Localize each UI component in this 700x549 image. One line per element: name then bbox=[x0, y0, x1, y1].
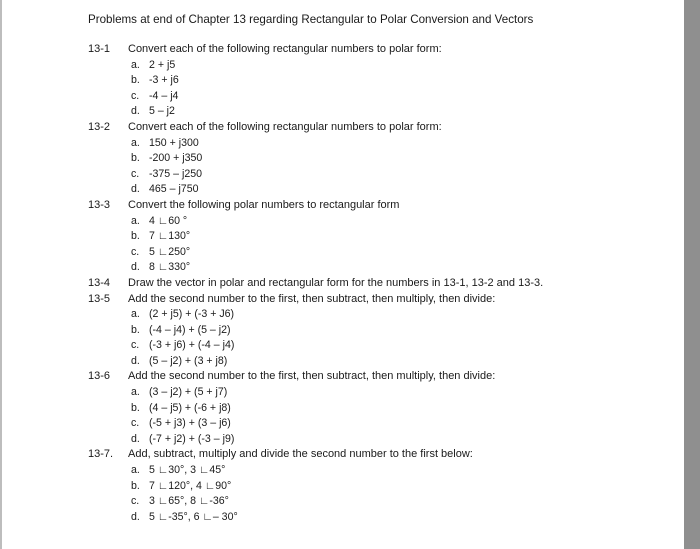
sub-item-expression: 5 ∟250° bbox=[149, 245, 191, 258]
sub-item bbox=[88, 89, 648, 105]
sub-item bbox=[88, 323, 648, 339]
problem-prompt: Add, subtract, multiply and divide the second number to the first below: bbox=[128, 448, 473, 461]
problem-prompt: Convert each of the following rectangular numbers to polar form: bbox=[128, 43, 442, 55]
problem-prompt: Convert each of the following rectangular numbers to polar form: bbox=[128, 120, 442, 133]
problem-block bbox=[88, 198, 648, 276]
sub-item bbox=[88, 136, 648, 152]
sub-item-expression: (-4 – j4) + (5 – j2) bbox=[149, 323, 231, 336]
sub-item-expression: 4 ∟60 ° bbox=[149, 214, 188, 227]
sub-item-letter: b. bbox=[131, 323, 140, 336]
problem-prompt: Add the second number to the first, then subtract, then multiply, then divide: bbox=[128, 370, 496, 383]
problem-number: 13-4 bbox=[88, 276, 111, 289]
sub-item bbox=[88, 479, 648, 495]
problem-header bbox=[88, 276, 648, 292]
sub-item-letter: a. bbox=[131, 464, 140, 477]
sub-item-expression: (2 + j5) + (-3 + J6) bbox=[149, 308, 235, 321]
problem-block bbox=[88, 369, 648, 447]
sub-item-expression: (3 – j2) + (5 + j7) bbox=[149, 386, 228, 399]
problem-header bbox=[88, 198, 648, 214]
problem-block bbox=[88, 276, 648, 292]
sub-item-letter: d. bbox=[131, 105, 140, 118]
sub-item bbox=[88, 494, 648, 510]
sub-item bbox=[88, 401, 648, 417]
sub-item-letter: c. bbox=[131, 417, 140, 430]
sub-item-letter: b. bbox=[131, 401, 140, 414]
problem-number: 13-6 bbox=[88, 370, 111, 383]
sub-item-expression: 465 – j750 bbox=[149, 183, 199, 196]
sub-item-expression: 5 ∟-35°, 6 ∟– 30° bbox=[149, 510, 238, 523]
sub-item bbox=[88, 385, 648, 401]
sub-item bbox=[88, 58, 648, 74]
problem-prompt: Convert the following polar numbers to rectangular form bbox=[128, 198, 400, 211]
sub-item bbox=[88, 214, 648, 230]
sub-item-expression: 150 + j300 bbox=[149, 136, 199, 149]
sub-item-expression: (-3 + j6) + (-4 – j4) bbox=[149, 339, 235, 352]
sub-item bbox=[88, 182, 648, 198]
sub-item-letter: c. bbox=[131, 89, 140, 102]
problem-prompt: Draw the vector in polar and rectangular form for the numbers in 13-1, 13-2 and 13-3. bbox=[128, 276, 544, 289]
document-page bbox=[2, 0, 684, 549]
sub-item-letter: c. bbox=[131, 339, 140, 352]
right-scroll-edge bbox=[684, 0, 700, 549]
sub-item-expression: 7 ∟130° bbox=[149, 230, 191, 243]
problem-block bbox=[88, 42, 648, 120]
sub-item-expression: 3 ∟65°, 8 ∟-36° bbox=[149, 495, 229, 508]
sub-item-letter: a. bbox=[131, 58, 140, 71]
sub-item-expression: 5 – j2 bbox=[149, 105, 175, 118]
sub-item-letter: a. bbox=[131, 308, 140, 321]
sub-item bbox=[88, 510, 648, 526]
problem-header bbox=[88, 292, 648, 308]
sub-item bbox=[88, 432, 648, 448]
sub-item bbox=[88, 245, 648, 261]
sub-item bbox=[88, 338, 648, 354]
sub-item-letter: d. bbox=[131, 183, 140, 196]
sub-item-letter: a. bbox=[131, 214, 140, 227]
sub-item bbox=[88, 307, 648, 323]
problem-number: 13-3 bbox=[88, 198, 111, 211]
problem-header bbox=[88, 42, 648, 58]
sub-item-letter: b. bbox=[131, 74, 140, 87]
problem-header bbox=[88, 447, 648, 463]
sub-item-letter: b. bbox=[131, 479, 140, 492]
sub-item bbox=[88, 167, 648, 183]
problem-block bbox=[88, 447, 648, 525]
sub-item-expression: 2 + j5 bbox=[149, 58, 176, 71]
sub-item bbox=[88, 229, 648, 245]
sub-item bbox=[88, 354, 648, 370]
sub-item-letter: b. bbox=[131, 152, 140, 165]
sub-item-expression: (5 – j2) + (3 + j8) bbox=[149, 354, 228, 367]
problem-number: 13-7. bbox=[88, 448, 114, 461]
sub-item bbox=[88, 416, 648, 432]
problem-list bbox=[88, 42, 648, 525]
sub-item-letter: d. bbox=[131, 510, 140, 523]
sub-item-expression: 7 ∟120°, 4 ∟90° bbox=[149, 479, 232, 492]
sub-item bbox=[88, 104, 648, 120]
problem-number: 13-1 bbox=[88, 43, 111, 55]
sub-item-expression: (-7 + j2) + (-3 – j9) bbox=[149, 432, 235, 445]
problem-header bbox=[88, 120, 648, 136]
problem-block bbox=[88, 120, 648, 198]
sub-item-expression: -3 + j6 bbox=[149, 74, 179, 87]
sub-item-expression: -4 – j4 bbox=[149, 89, 179, 102]
sub-item-letter: a. bbox=[131, 386, 140, 399]
sub-item-letter: d. bbox=[131, 261, 140, 274]
sub-item bbox=[88, 151, 648, 167]
sub-item-expression: -375 – j250 bbox=[149, 167, 203, 180]
sub-item bbox=[88, 260, 648, 276]
sub-item-expression: 5 ∟30°, 3 ∟45° bbox=[149, 464, 226, 477]
sub-item-letter: b. bbox=[131, 230, 140, 243]
sub-item-expression: -200 + j350 bbox=[149, 152, 203, 165]
sub-item-expression: (-5 + j3) + (3 – j6) bbox=[149, 417, 231, 430]
problem-header bbox=[88, 369, 648, 385]
problem-number: 13-2 bbox=[88, 120, 111, 133]
sub-item-letter: c. bbox=[131, 245, 140, 258]
sub-item-letter: d. bbox=[131, 354, 140, 367]
page-title: Problems at end of Chapter 13 regarding Rectangular to Polar Conversion and Vectors bbox=[88, 13, 534, 26]
problem-number: 13-5 bbox=[88, 292, 111, 305]
sub-item-letter: c. bbox=[131, 167, 140, 180]
sub-item bbox=[88, 73, 648, 89]
sub-item-letter: d. bbox=[131, 432, 140, 445]
sub-item-letter: c. bbox=[131, 495, 140, 508]
sub-item-expression: (4 – j5) + (-6 + j8) bbox=[149, 401, 231, 414]
sub-item-expression: 8 ∟330° bbox=[149, 261, 191, 274]
problem-prompt: Add the second number to the first, then subtract, then multiply, then divide: bbox=[128, 292, 496, 305]
sub-item bbox=[88, 463, 648, 479]
sub-item-letter: a. bbox=[131, 136, 140, 149]
problem-block bbox=[88, 292, 648, 370]
